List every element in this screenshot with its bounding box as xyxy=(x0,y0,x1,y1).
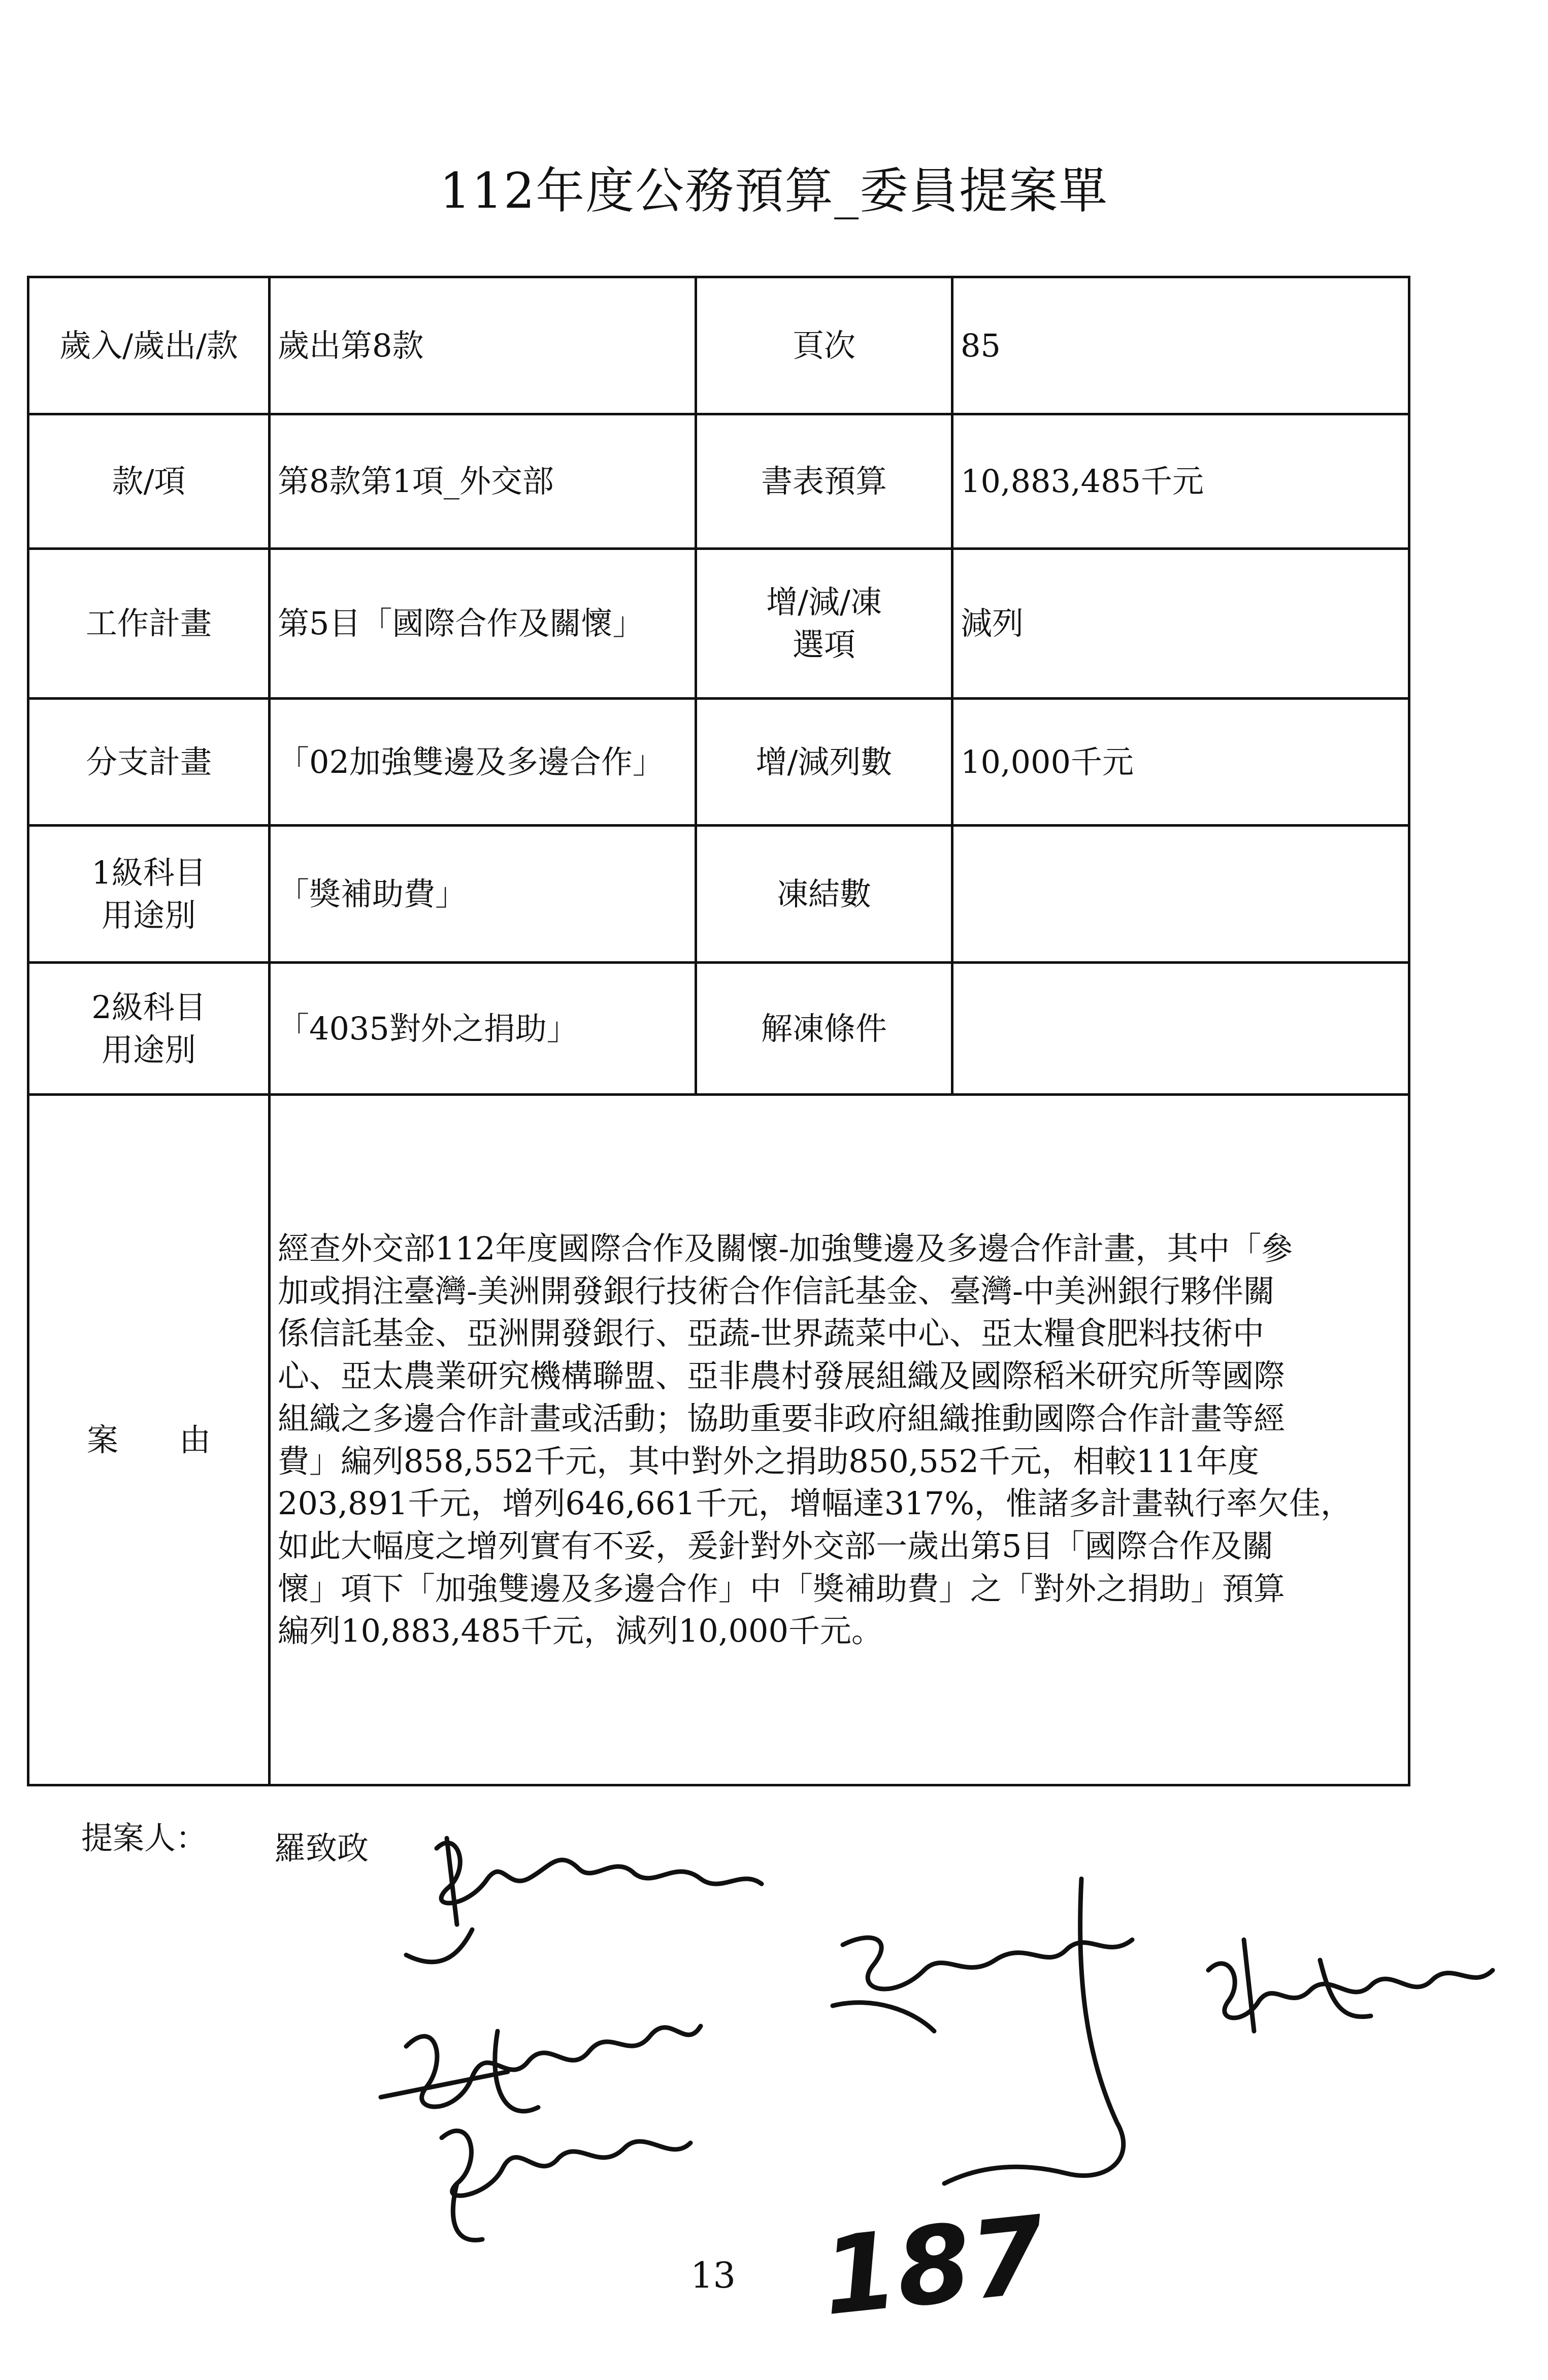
field-label-unfreeze-condition: 解凍條件 xyxy=(696,963,952,1095)
reason-line: 加或捐注臺灣-美洲開發銀行技術合作信託基金、臺灣-中美洲銀行夥伴關 xyxy=(278,1272,1275,1310)
field-value-work-plan: 第5目「國際合作及關懷」 xyxy=(270,549,696,699)
signature-1 xyxy=(437,1843,762,1903)
field-label-level1-subject-line2: 用途別 xyxy=(101,896,196,934)
proposer-name: 羅致政 xyxy=(274,1830,369,1867)
field-label-frozen-amount: 凍結數 xyxy=(696,826,952,963)
field-label-adjust-option-line1: 增/減/凍 xyxy=(766,583,882,621)
field-label-adjust-amount: 增/減列數 xyxy=(696,699,952,826)
signature-5-stroke xyxy=(1244,1940,1371,2031)
field-label-level2-subject-line2: 用途別 xyxy=(101,1031,196,1068)
field-label-section: 款/項 xyxy=(28,414,270,549)
reason-line: 係信託基金、亞洲開發銀行、亞蔬-世界蔬菜中心、亞太糧食肥料技術中 xyxy=(278,1315,1264,1352)
reason-line: 編列10,883,485千元，減列10,000千元。 xyxy=(278,1612,883,1650)
page-number: 13 xyxy=(690,2255,736,2296)
reason-line: 203,891千元，增列646,661千元，增幅達317%，惟諸多計畫執行率欠佳， xyxy=(278,1485,1353,1522)
field-label-budget-type: 歲入/歲出/款 xyxy=(28,277,270,414)
field-value-sub-plan: 「02加強雙邊及多邊合作」 xyxy=(270,699,696,826)
field-label-sub-plan: 分支計畫 xyxy=(28,699,270,826)
reason-line: 如此大幅度之增列實有不妥，爰針對外交部一歲出第5目「國際合作及關 xyxy=(278,1527,1274,1564)
field-value-level1-subject: 「獎補助費」 xyxy=(270,826,696,963)
signature-4 xyxy=(843,1938,1132,1989)
field-label-level1-subject-line1: 1級科目 xyxy=(91,854,206,891)
field-label-stated-budget: 書表預算 xyxy=(696,414,952,549)
reason-line: 心、亞太農業研究機構聯盟、亞非農村發展組織及國際稻米研究所等國際 xyxy=(278,1357,1286,1395)
field-label-work-plan: 工作計畫 xyxy=(28,549,270,699)
field-value-adjust-option: 減列 xyxy=(952,549,1409,699)
field-value-adjust-amount: 10,000千元 xyxy=(952,699,1409,826)
signature-2 xyxy=(406,2026,701,2107)
signature-3 xyxy=(442,2131,690,2196)
signature-4-stroke xyxy=(833,1879,1124,2183)
field-label-adjust-option-line2: 選項 xyxy=(792,626,855,663)
field-label-level2-subject-line1: 2級科目 xyxy=(91,988,206,1026)
field-label-reason-char-a: 案 xyxy=(86,1421,118,1458)
handwritten-number: 187 xyxy=(816,2192,1051,2340)
reason-line: 懷」項下「加強雙邊及多邊合作」中「獎補助費」之「對外之捐助」預算 xyxy=(278,1570,1286,1607)
field-value-section: 第8款第1項_外交部 xyxy=(270,414,696,549)
field-value-level2-subject: 「4035對外之捐助」 xyxy=(270,963,696,1095)
field-label-reason-char-b: 由 xyxy=(179,1421,211,1458)
field-label-page: 頁次 xyxy=(696,277,952,414)
reason-line: 經查外交部112年度國際合作及關懷-加強雙邊及多邊合作計畫，其中「參 xyxy=(278,1230,1293,1267)
field-value-budget-type: 歲出第8款 xyxy=(270,277,696,414)
proposer-label: 提案人： xyxy=(81,1819,208,1856)
reason-line: 組織之多邊合作計畫或活動；協助重要非政府組織推動國際合作計畫等經 xyxy=(278,1399,1286,1437)
field-value-stated-budget: 10,883,485千元 xyxy=(952,414,1409,549)
reason-line: 費」編列858,552千元，其中對外之捐助850,552千元，相較111年度 xyxy=(278,1442,1260,1480)
document-title: 112年度公務預算_委員提案單 xyxy=(439,162,1109,219)
field-value-page: 85 xyxy=(952,277,1409,414)
